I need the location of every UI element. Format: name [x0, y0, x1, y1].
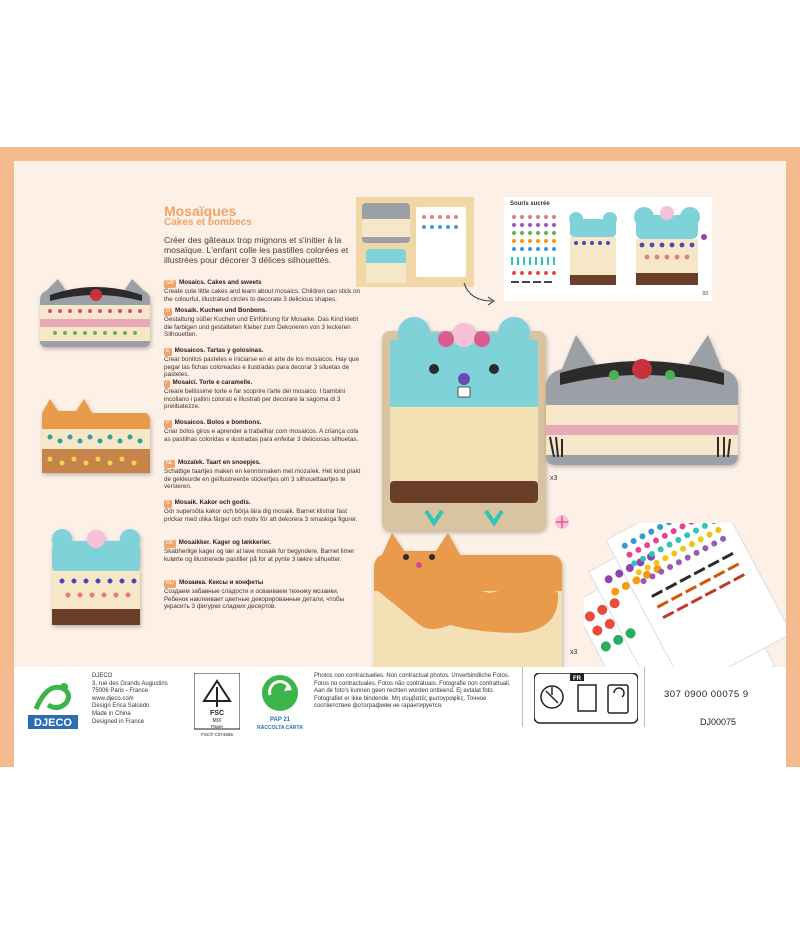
step-preview-sheets	[504, 197, 712, 301]
cat-cake-main	[542, 329, 742, 471]
lang-text: Schattige taartjes maken en kennismaken met mozaïek. Het kind plakt de gekleurde en geïllustreerde stickertjes om 3 silhouettaartjes te versieren.	[164, 467, 361, 491]
triman-logo	[534, 673, 638, 725]
company-address	[92, 673, 168, 726]
multiplier-label: x3	[570, 649, 578, 656]
lang-block-i	[164, 379, 364, 411]
step-preview-materials	[356, 197, 474, 287]
mouse-cake-finished	[628, 201, 708, 297]
lang-block-ru	[164, 579, 364, 611]
lang-text: Gestaltung süßer Kuchen und Einführung für Mosaike. Das Kind klebt die farbigen und gestalteten Kleber zum Dekorieren von 3 leckeren Silhouetten.	[164, 315, 359, 339]
lang-block-nl	[164, 459, 364, 491]
lang-text: Skabherlige kager og lær at lave mosaik for begyndere. Barnet limer kulørte og illustrerede pastiller på for at pynte 3 lækre silhuetter.	[164, 547, 355, 563]
lang-block-gb	[164, 279, 364, 303]
djeco-logo	[28, 675, 78, 731]
sticker-sheet-preview	[508, 211, 564, 295]
lang-heading: Mosaici. Torte e caramelle.	[172, 379, 253, 386]
lang-text: Creare bellissime torte e far scoprire l'arte del mosaico. I bambini incollano i pallini colorati e illustrati per decorare la sagoma di 3 prelibatezze.	[164, 387, 346, 411]
address-line: Designed in France	[92, 718, 145, 725]
sheet-title: Souris sucrée	[510, 201, 550, 207]
fsc-paper: Paper	[210, 724, 224, 729]
mouse-cake-main	[378, 311, 550, 535]
lang-text: Create cute little cakes and learn about mosaics. Children can stick on the colourful, illustrated circles to decorate 3 delicious shapes.	[164, 287, 361, 303]
mouse-cake-in-progress	[566, 209, 620, 295]
lang-block-p	[164, 419, 364, 443]
lang-text: Criar bolos giros e aprender a trabalhar com mosaicos. A criança cola as pastilhas coloridas e ilustradas para enfeitar 3 deliciosas silhuetas.	[164, 427, 359, 443]
lang-heading: Mosaics. Cakes and sweets	[178, 279, 262, 286]
divider	[522, 667, 523, 727]
barcode-number: 307 0900 00075 9	[664, 689, 749, 700]
mouse-cake-example	[44, 525, 148, 637]
lang-heading: Mosaicos. Tartas y golosinas.	[174, 347, 264, 354]
address-line: 3, rue des Grands Augustins	[92, 680, 168, 687]
arrow-icon	[460, 279, 500, 309]
fsc-logo	[194, 673, 240, 737]
fsc-code: FSC® C074665	[201, 732, 233, 737]
lang-heading: Mosaicos. Bolos e bombons.	[174, 419, 262, 426]
lang-heading: Mozaïek. Taart en snoepjes.	[178, 459, 261, 466]
lang-heading: Mosaik. Kuchen und Bonbons.	[174, 307, 267, 314]
address-line: 75006 Paris - France	[92, 688, 149, 695]
product-box-back	[0, 147, 800, 767]
lang-code: RU	[166, 580, 174, 586]
product-subtitle: Cakes et bombecs	[164, 217, 252, 228]
product-reference: DJ00075	[700, 717, 737, 727]
lang-code: S	[166, 500, 170, 506]
lang-code: D	[166, 308, 170, 314]
address-line: www.djeco.com	[92, 695, 134, 702]
lang-code: P	[166, 420, 170, 426]
multiplier-label: x3	[550, 475, 558, 482]
lang-code: DK	[166, 540, 174, 546]
lang-block-dk	[164, 539, 364, 563]
fox-cake-main	[370, 529, 566, 679]
lang-code: E	[166, 348, 170, 354]
lang-text: Создаем забавные сладости и осваиваем технику мозаики. Ребенок наклеивает цветные декорированные детали, чтобы украсить 3 фигурки сладких десертов.	[164, 587, 345, 611]
page-marker: 03	[702, 291, 708, 298]
fsc-label: FSC	[210, 710, 224, 717]
lang-block-s	[164, 499, 364, 523]
lang-code: GB	[166, 280, 174, 286]
recycle-logo	[252, 671, 308, 737]
brand-label: DJECO	[34, 717, 72, 729]
address-line: DJECO	[92, 673, 113, 679]
lang-code: I	[166, 380, 168, 386]
fox-cake-example	[36, 393, 154, 479]
lang-code: NL	[166, 460, 174, 466]
lang-heading: Mosaikker. Kager og lækkerier.	[178, 539, 272, 546]
lang-text: Crear bonitos pasteles e iniciarse en el arte de los mosaicos. Hay que pegar las fichas coloreadas e ilustradas para decorar 3 siluetas de pasteles.	[164, 355, 359, 379]
fsc-mix: MIX	[212, 718, 222, 724]
lang-heading: Мозаика. Кексы и конфеты	[178, 579, 264, 586]
divider	[644, 667, 645, 727]
product-title: Mosaïques	[164, 203, 237, 219]
box-footer	[14, 673, 786, 767]
recycle-text: RACCOLTA CARTA	[257, 725, 303, 731]
product-intro: Créer des gâteaux trop mignons et s'initier à la mosaïque. L'enfant colle les pastilles colorées et illustrées pour décorer 3 délices silhouettés.	[164, 235, 349, 266]
recycle-code: PAP 21	[269, 717, 291, 723]
address-line: Design Erica Salcedo	[92, 703, 150, 710]
product-panel	[14, 161, 786, 725]
lang-text: Gör supersöta kakor och börja lära dig mosaik. Barnet klistrar fast prickar med olika färger och motiv för att dekorera 3 smaskiga figurer.	[164, 507, 358, 523]
triman-code: FR	[573, 676, 581, 682]
cat-cake-example	[36, 269, 154, 349]
lang-block-d	[164, 307, 364, 339]
photo-disclaimer: Photos non contractuelles. Non contractual photos. Unverbindliche Fotos. Fotos no contractuales. Fotos não contratuais. Fotografie non contrattuali. Aan de foto's kunnen geen rechten worden ontleend. Ej avtalat foto. Fotografiet er ikke bindende. Μη συμβατές φωτογραφίες. Точное соответствие фотографиям не гарантируется.	[314, 673, 511, 710]
address-line: Made in China	[92, 710, 131, 717]
lang-heading: Mosaik. Kakor och godis.	[174, 499, 251, 506]
lang-block-e	[164, 347, 364, 379]
